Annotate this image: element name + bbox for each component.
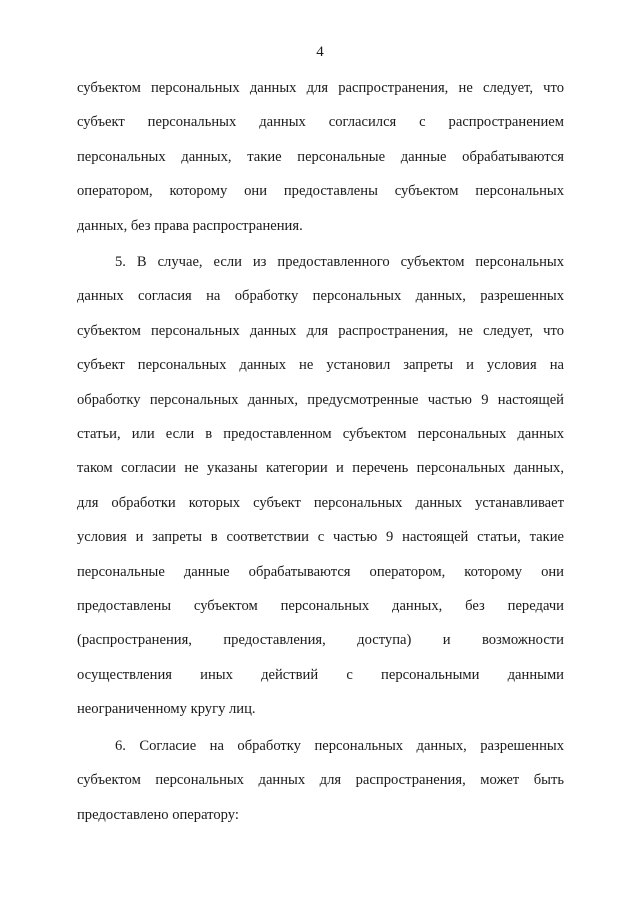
text-line: 5. В случае, если из предоставленного субъектом персональных [115,254,564,270]
paragraph-6 [77,729,564,832]
text-line: данных согласия на обработку персональных данных, разрешенных [77,288,564,305]
text-line: обработку персональных данных, предусмотренные частью 9 настоящей [77,391,564,408]
text-line: персональных данных, такие персональные данные обрабатываются [77,148,564,165]
text-line: предоставлены субъектом персональных данных, без передачи [77,597,564,614]
text-line: статьи, или если в предоставленном субъектом персональных данных [77,425,564,442]
text-line: таком согласии не указаны категории и перечень персональных данных, [77,460,564,477]
text-line: для обработки которых субъект персональных данных устанавливает [77,494,564,511]
text-line: условия и запреты в соответствии с частью 9 настоящей статьи, такие [77,529,564,546]
paragraph-continuation [77,71,564,243]
text-line: предоставлено оператору: [77,806,239,823]
text-line: субъектом персональных данных для распространения, не следует, что [77,80,564,96]
text-line: оператором, которому они предоставлены субъектом персональных [77,183,564,200]
page-number: 4 [316,44,324,60]
text-line: неограниченному кругу лиц. [77,701,256,718]
text-line: субъект персональных данных согласился с распространением [77,114,564,131]
text-line: осуществления иных действий с персональными данными [77,666,564,683]
text-line: субъектом персональных данных для распространения, может быть [77,772,564,789]
text-line: субъектом персональных данных для распространения, не следует, что [77,322,564,339]
text-line: субъект персональных данных не установил запреты и условия на [77,357,564,374]
text-line: 6. Согласие на обработку персональных данных, разрешенных [115,738,564,754]
text-line: данных, без права распространения. [77,217,303,234]
text-line: персональные данные обрабатываются оператором, которому они [77,563,564,580]
paragraph-5 [77,245,564,726]
text-line: (распространения, предоставления, доступа) и возможности [77,632,564,649]
